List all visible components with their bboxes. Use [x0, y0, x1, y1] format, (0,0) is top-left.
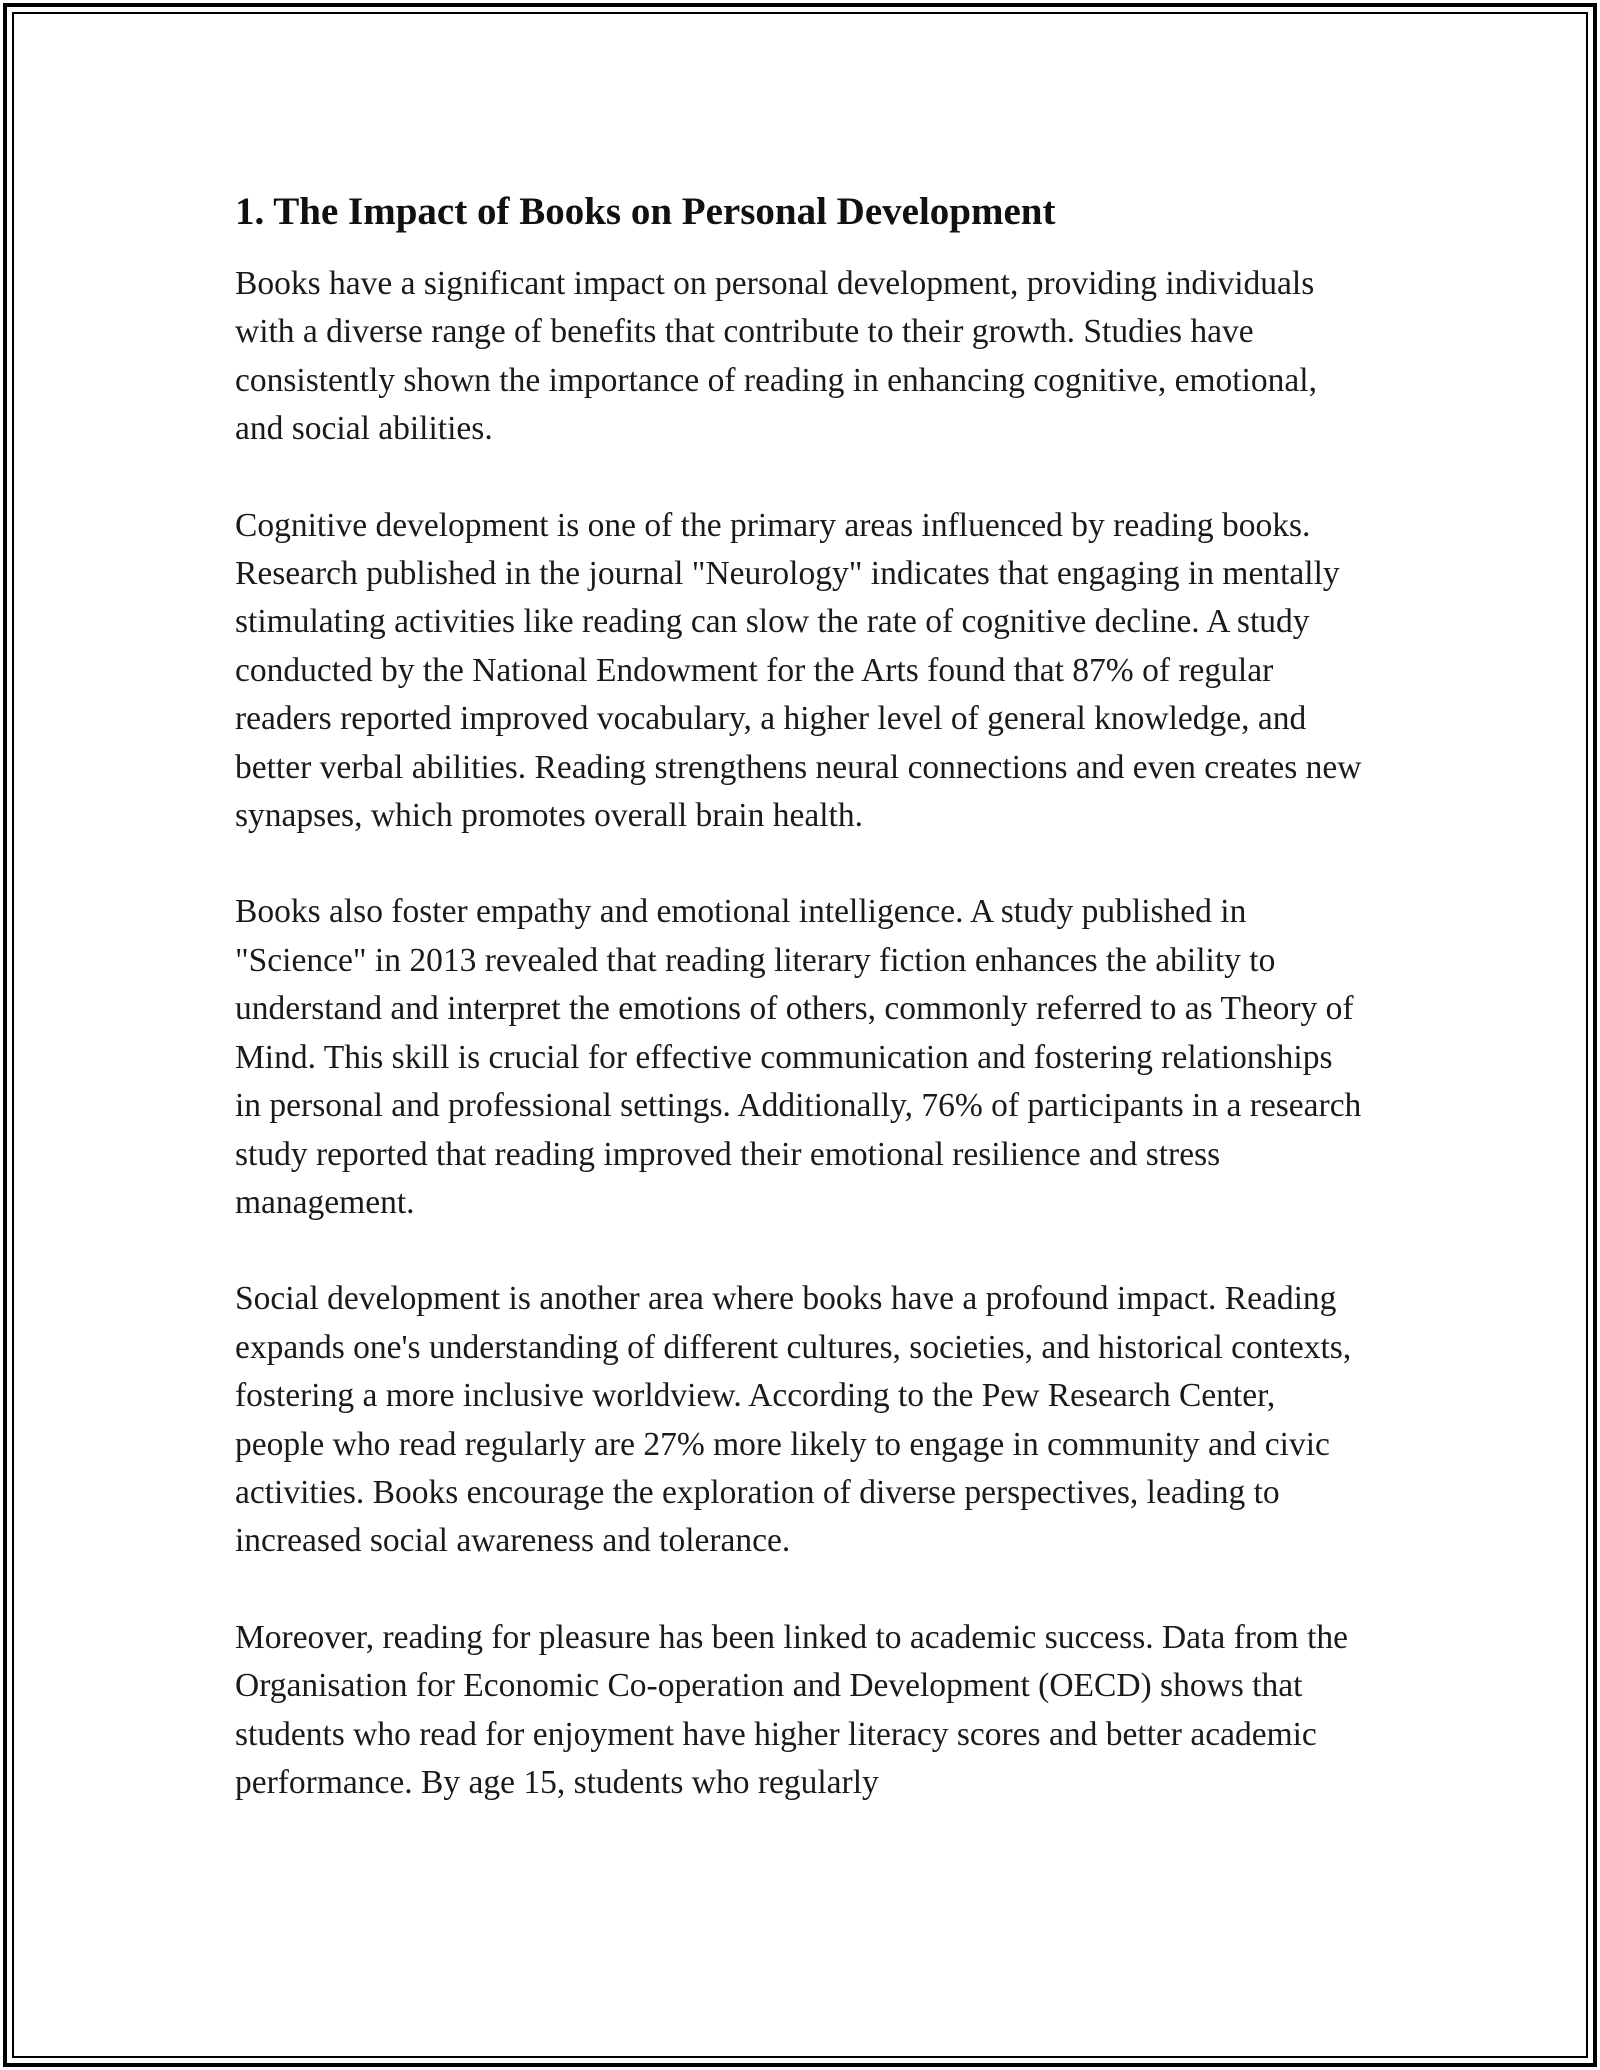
- paragraph-academic: Moreover, reading for pleasure has been linked to academic success. Data from the Organisation for Economic Co-operation and Development (OECD) shows that students who read for enjoyment have higher literacy scores and better academic performance. By age 15, students who regularly: [235, 1618, 1349, 1801]
- paragraph-intro: Books have a significant impact on personal development, providing individuals with a diverse range of benefits that contribute to their growth. Studies have consistently shown the importance of reading in enhancing cognitive, emotional, and social abilities.: [235, 265, 1317, 448]
- paragraph-cognitive: Cognitive development is one of the primary areas influenced by reading books. Research published in the journal "Neurology" indicates that engaging in mentally stimulating activities like reading can slow the rate of cognitive decline. A study conducted by the National Endowment for the Arts found that 87% of regular readers reported improved vocabulary, a higher level of general knowledge, and better verbal abilities. Reading strengthens neural connections and even creates new synapses, which promotes overall brain health.: [235, 506, 1362, 835]
- paragraph-social: Social development is another area where books have a profound impact. Reading expands one's understanding of different cultures, societies, and historical contexts, fostering a more inclusive worldview. According to the Pew Research Center, people who read regularly are 27% more likely to engage in community and civic activities. Books encourage the exploration of diverse perspectives, leading to increased social awareness and tolerance.: [235, 1280, 1352, 1560]
- document-body: [235, 186, 1365, 1807]
- paragraph-emotional: Books also foster empathy and emotional intelligence. A study published in "Science" in 2013 revealed that reading literary fiction enhances the ability to understand and interpret the emotions of others, commonly referred to as Theory of Mind. This skill is crucial for effective communication and fostering relationships in personal and professional settings. Additionally, 76% of participants in a research study reported that reading improved their emotional resilience and stress management.: [235, 893, 1362, 1221]
- section-heading: 1. The Impact of Books on Personal Development: [235, 190, 1056, 233]
